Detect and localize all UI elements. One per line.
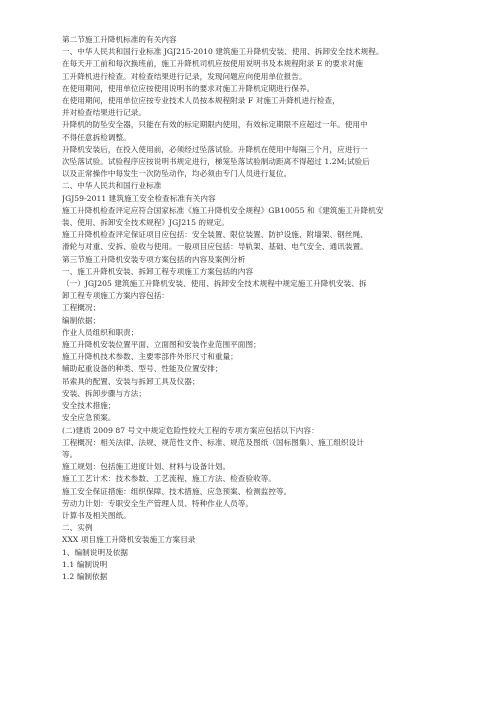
text-line: 装、使用、拆卸安全技术规程》JGJ215 的规定。 (62, 218, 229, 228)
text-line: 升降机安装后，在投入使用前，必须经过坠落试验。升降机在使用中每隔三个月，应进行一 (62, 144, 368, 154)
text-line: 编制依据； (62, 315, 101, 325)
text-line: 在每天开工前和每次换班前，施工升降机司机应按使用说明书及本规程附录 E 的要求对施 (62, 59, 363, 69)
text-line: 二、中华人民共和国行业标准 (62, 181, 162, 191)
text-line: 第三节施工升降机安装专项方案包括的内容及案例分析 (62, 254, 246, 264)
text-line: 1.1 编制说明 (62, 559, 108, 569)
text-line: 工程概况； (62, 303, 101, 313)
text-line: 一、中华人民共和国行业标准 JGJ215-2010 建筑施工升降机安装、使用、拆卸安全技术规程。 (62, 47, 384, 57)
text-line: 1、编制说明及依据 (62, 547, 129, 557)
text-line: 辅助起重设备的种类、型号、性能及位置安排； (62, 364, 223, 374)
text-line: 吊索具的配置、安装与拆卸工具及仪器； (62, 376, 200, 386)
text-line: 工升降机进行检查。对检查结果进行记录，发现问题应向使用单位报告。 (62, 71, 307, 81)
text-line: 1.2 编制依据 (62, 571, 108, 581)
text-line: JGJ59-2011 建筑施工安全检查标准有关内容 (62, 193, 216, 203)
text-line: (二)建质 2009 87 号文中规定危险性较大工程的专项方案应包括以下内容： (62, 425, 319, 435)
text-line: 施工升降机技术参数、主要零部件外形尺寸和重量； (62, 352, 238, 362)
text-line: 安装、拆卸步骤与方法； (62, 388, 147, 398)
text-line: 施工安全保证措施：组织保障、技术措施、应急预案、检测监控等。 (62, 486, 292, 496)
text-line: 以及正常操作中每发生一次防坠动作，均必须由专门人员进行复位。 (62, 169, 292, 179)
text-line: 并对检查结果进行记录。 (62, 108, 147, 118)
text-line: 工程概况：相关法律、法规、规范性文件、标准、规范及图纸（国标图集）、施工组织设计 (62, 437, 364, 447)
text-line: 滑轮与对重、安拆、验收与使用。一般项目应包括：导轨架、基础、电气安全、通讯装置。 (62, 242, 368, 252)
text-line: 安全技术措施； (62, 401, 116, 411)
document-page (62, 34, 434, 583)
text-line: 作业人员组织和职责； (62, 327, 139, 337)
text-line: 施工升降机安装位置平面、立面图和安装作业范围平面图； (62, 340, 261, 350)
text-line: 升降机的防坠安全器，只能在有效的标定期限内使用，有效标定期限不应超过一年。使用中 (62, 120, 368, 130)
text-line: 施工工艺计术：技术参数、工艺流程、施工方法、检查验收等。 (62, 474, 277, 484)
text-line: 在使用期间，使用单位应按专业技术人员按本规程附录 F 对施工升降机进行检查， (62, 96, 340, 106)
text-line: 第二节施工升降机标准的有关内容 (62, 35, 177, 44)
text-line: 施工升降机检查评定应符合国家标准《施工升降机安全规程》GB10055 和《建筑施工升降机安 (62, 205, 384, 215)
text-line: XXX 项目施工升降机安装施工方案目录 (62, 535, 196, 545)
text-line: 二、实例 (62, 523, 93, 533)
text-line: （一）JGJ205 建筑施工升降机安装、使用、拆卸安全技术规程中规定施工升降机安装、拆 (62, 279, 367, 289)
text-line: 次坠落试验。试验程序应按说明书规定进行，梯笼坠落试验制动距离不得超过 1.2M;试验后 (62, 157, 370, 167)
text-line: 一、施工升降机安装、拆卸工程专项施工方案包括的内容 (62, 266, 254, 276)
text-line: 施工规划：包括施工进度计划、材料与设备计划。 (62, 462, 231, 472)
text-line: 不得任意拆检调整。 (62, 132, 131, 142)
text-line: 安全应急预案。 (62, 413, 116, 423)
text-line: 在使用期间，使用单位应按使用说明书的要求对施工升降机定期进行保养。 (62, 83, 315, 93)
text-line: 计算书及相关图纸。 (62, 510, 131, 520)
text-line: 施工升降机检查评定保证项目应包括：安全装置、限位装置、防护设施、附墙架、钢丝绳、 (62, 230, 368, 240)
text-line: 劳动力计划：专职安全生产管理人员、特种作业人员等。 (62, 498, 254, 508)
text-line: 卸工程专项施工方案内容包括： (62, 291, 170, 301)
text-line: 等。 (62, 449, 78, 459)
